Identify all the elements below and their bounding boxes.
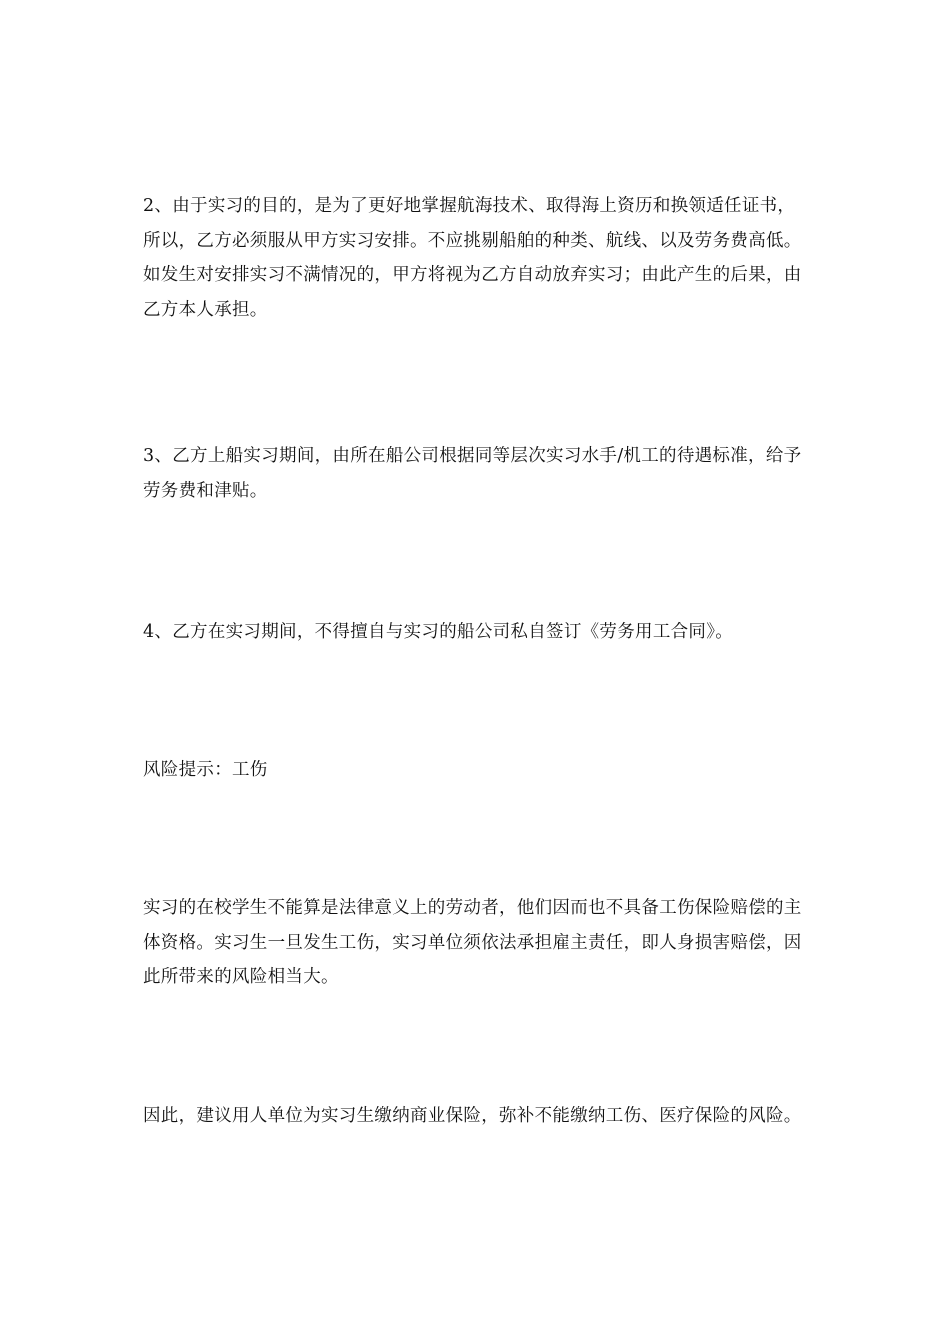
risk-heading: 风险提示：工伤	[143, 760, 268, 780]
paragraph-clause-4: 4、乙方在实习期间，不得擅自与实习的船公司私自签订《劳务用工合同》。	[143, 622, 734, 642]
paragraph-recommendation: 因此，建议用人单位为实习生缴纳商业保险，弥补不能缴纳工伤、医疗保险的风险。	[143, 1106, 802, 1126]
paragraph-clause-3: 3、乙方上船实习期间，由所在船公司根据同等层次实习水手/机工的待遇标准，给予劳务费和津贴。	[143, 446, 802, 501]
paragraph-risk-explanation: 实习的在校学生不能算是法律意义上的劳动者，他们因而也不具备工伤保险赔偿的主体资格。实习生一旦发生工伤，实习单位须依法承担雇主责任，即人身损害赔偿，因此所带来的风险相当大。	[143, 898, 802, 987]
paragraph-clause-2: 2、由于实习的目的，是为了更好地掌握航海技术、取得海上资历和换领适任证书，所以，乙方必须服从甲方实习安排。不应挑剔船舶的种类、航线、以及劳务费高低。如发生对安排实习不满情况的，甲方将视为乙方自动放弃实习；由此产生的后果，由乙方本人承担。	[143, 196, 802, 320]
